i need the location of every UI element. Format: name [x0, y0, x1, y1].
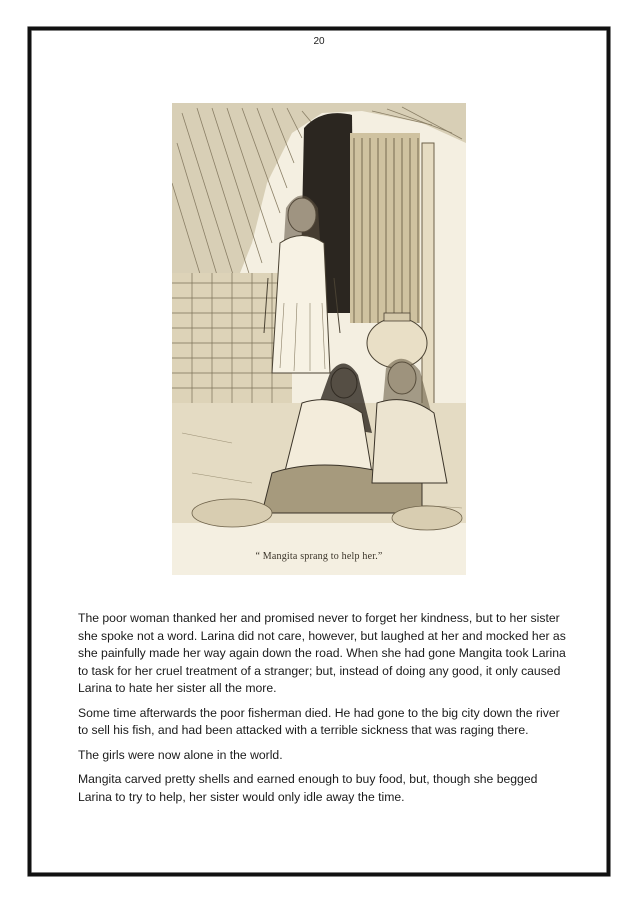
illustration-caption: “ Mangita sprang to help her.” — [255, 551, 383, 562]
paragraph: Some time afterwards the poor fisherman died. He had gone to the big city down the river to sell his fish, and had been attacked with a terrible sickness that was raging there. — [78, 705, 560, 737]
paragraph: The girls were now alone in the world. — [78, 747, 283, 762]
book-illustration — [172, 103, 466, 575]
page-number: 20 — [313, 36, 325, 47]
book-illustration-icon — [172, 103, 466, 575]
paragraph: Mangita carved pretty shells and earned enough to buy food, but, though she begged Larina to try to help, her sister would only idle away the time. — [78, 772, 538, 804]
body-text — [78, 610, 570, 813]
paragraph: The poor woman thanked her and promised never to forget her kindness, but to her sister she spoke not a word. Larina did not care, however, but laughed at her and mocked her as she painfully made her way again down the road. When she had gone Mangita took Larina to task for her cruel treatment of a stranger; but, instead of doing any good, it only caused Larina to hate her sister all the more. — [78, 611, 566, 695]
